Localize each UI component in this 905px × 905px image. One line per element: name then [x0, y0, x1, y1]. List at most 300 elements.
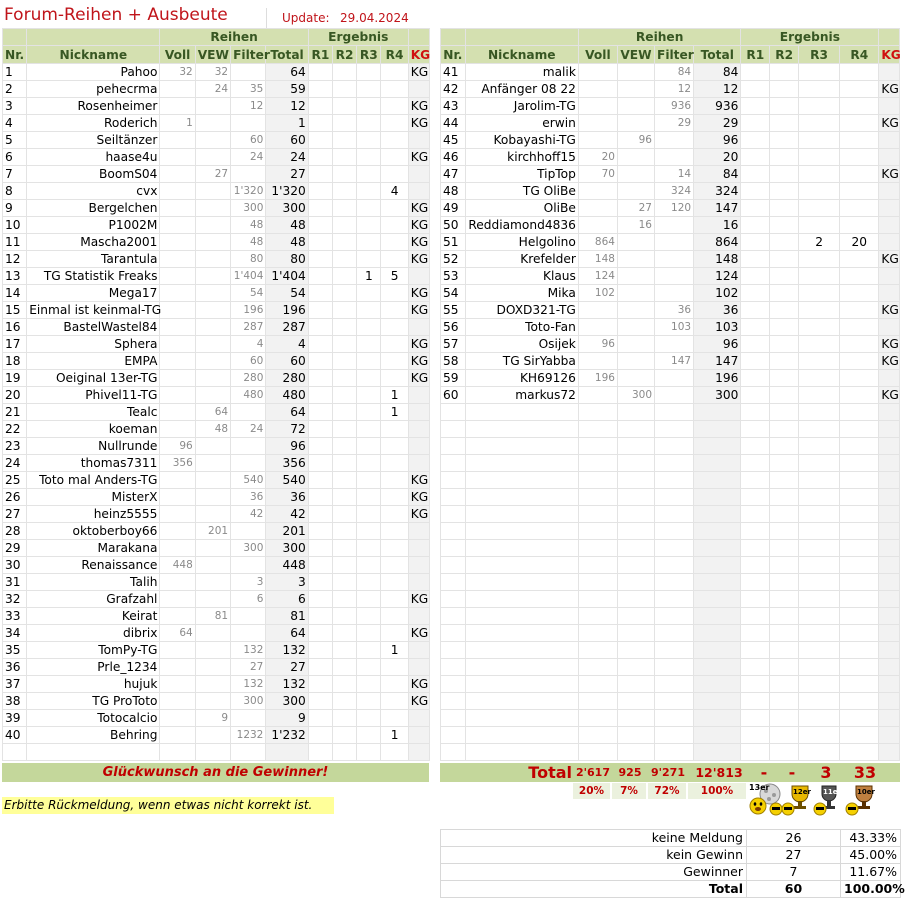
cell-r3	[357, 455, 381, 472]
table-row	[441, 115, 900, 132]
cell-voll: 102	[578, 285, 617, 302]
cell-r4	[381, 608, 408, 625]
empty-cell	[799, 557, 840, 574]
cell-r1	[308, 319, 332, 336]
header-r4: R4	[381, 46, 408, 64]
cell-kg: KG	[408, 506, 429, 523]
empty-cell	[770, 523, 799, 540]
table-row	[3, 404, 430, 421]
table-row	[3, 302, 430, 319]
table-row	[441, 353, 900, 370]
cell-total: 300	[694, 387, 741, 404]
empty-row	[441, 608, 900, 625]
cell-voll	[160, 523, 195, 540]
cell-total: 3	[266, 574, 308, 591]
cell-r3	[799, 183, 840, 200]
empty-cell	[741, 642, 770, 659]
empty-cell	[465, 489, 578, 506]
cell-nick: pehecrma	[27, 81, 160, 98]
cell-total: 540	[266, 472, 308, 489]
cell-nr: 48	[441, 183, 466, 200]
cell-kg	[408, 319, 429, 336]
cell-filter: 80	[231, 251, 266, 268]
cell-r2	[333, 642, 357, 659]
empty-cell	[770, 693, 799, 710]
cell-nr: 53	[441, 268, 466, 285]
cell-total: 147	[694, 353, 741, 370]
empty-cell	[617, 659, 654, 676]
cell-r2	[333, 370, 357, 387]
cell-vew: 48	[195, 421, 230, 438]
cell-r2	[770, 353, 799, 370]
winner-icons	[748, 782, 898, 816]
cell-voll	[160, 540, 195, 557]
cell-kg	[408, 608, 429, 625]
table-row	[3, 183, 430, 200]
summary-pct: 45.00%	[841, 847, 901, 864]
empty-cell	[799, 608, 840, 625]
summary-count: 26	[747, 830, 841, 847]
cell-vew	[195, 659, 230, 676]
cell-r2	[333, 676, 357, 693]
cell-total: 1'232	[266, 727, 308, 744]
cell-total: 864	[694, 234, 741, 251]
cell-filter: 24	[231, 421, 266, 438]
cell-vew	[617, 149, 654, 166]
cell-filter: 12	[655, 81, 694, 98]
cell-r2	[333, 472, 357, 489]
cell-r4	[381, 132, 408, 149]
cell-nr: 26	[3, 489, 27, 506]
cell-r3	[357, 115, 381, 132]
cell-nr: 55	[441, 302, 466, 319]
cell-voll	[578, 81, 617, 98]
cell-r1	[741, 234, 770, 251]
empty-cell	[655, 574, 694, 591]
cell-filter: 84	[655, 64, 694, 81]
cell-r4	[840, 336, 879, 353]
table-row	[441, 149, 900, 166]
empty-cell	[617, 591, 654, 608]
cell-nick: Prle_1234	[27, 659, 160, 676]
cell-vew	[617, 353, 654, 370]
empty-cell	[441, 710, 466, 727]
table-row	[441, 64, 900, 81]
table-row	[3, 285, 430, 302]
cell-r3	[799, 217, 840, 234]
cell-voll: 70	[578, 166, 617, 183]
cell-filter: 287	[231, 319, 266, 336]
cell-r4	[840, 319, 879, 336]
empty-cell	[741, 591, 770, 608]
empty-cell	[465, 591, 578, 608]
cell-filter	[655, 234, 694, 251]
cell-kg	[879, 217, 900, 234]
cell-nr: 40	[3, 727, 27, 744]
empty-cell	[799, 523, 840, 540]
cell-total: 1'404	[266, 268, 308, 285]
cell-kg	[879, 132, 900, 149]
empty-cell	[617, 574, 654, 591]
cell-nick: heinz5555	[27, 506, 160, 523]
cell-nick: TG OliBe	[465, 183, 578, 200]
cell-r3	[799, 115, 840, 132]
empty-cell	[578, 625, 617, 642]
cell-kg	[879, 98, 900, 115]
empty-cell	[441, 404, 466, 421]
cell-nick: Osijek	[465, 336, 578, 353]
cell-filter: 300	[231, 540, 266, 557]
cell-voll	[160, 268, 195, 285]
summary-row	[441, 881, 901, 898]
cell-total: 324	[694, 183, 741, 200]
cell-r4	[840, 149, 879, 166]
empty-cell	[741, 676, 770, 693]
cell-r2	[333, 166, 357, 183]
cell-r4	[381, 659, 408, 676]
cell-voll	[578, 319, 617, 336]
table-row	[3, 472, 430, 489]
cell-r1	[308, 557, 332, 574]
table-row	[3, 438, 430, 455]
cell-r1	[308, 115, 332, 132]
table-row	[441, 370, 900, 387]
cell-nr: 25	[3, 472, 27, 489]
cell-kg: KG	[879, 115, 900, 132]
cell-nick: OliBe	[465, 200, 578, 217]
cell-r4	[840, 183, 879, 200]
empty-cell	[694, 642, 741, 659]
cell-voll	[160, 608, 195, 625]
cell-r3	[357, 523, 381, 540]
empty-cell	[617, 625, 654, 642]
cell-r2	[770, 166, 799, 183]
empty-cell	[799, 659, 840, 676]
percent-filter: 72%	[648, 783, 686, 799]
cell-total: 287	[266, 319, 308, 336]
cell-r1	[741, 183, 770, 200]
empty-cell	[741, 438, 770, 455]
cell-total: 480	[266, 387, 308, 404]
cell-voll: 196	[578, 370, 617, 387]
table-row	[3, 727, 430, 744]
cell-vew	[195, 574, 230, 591]
cell-r3	[799, 81, 840, 98]
cell-kg: KG	[879, 251, 900, 268]
table-row	[441, 132, 900, 149]
cell-kg	[408, 132, 429, 149]
cell-r1	[308, 370, 332, 387]
cell-kg: KG	[879, 81, 900, 98]
empty-cell	[441, 540, 466, 557]
cell-nick: KH69126	[465, 370, 578, 387]
cell-r4	[840, 353, 879, 370]
empty-cell	[655, 404, 694, 421]
empty-cell	[694, 506, 741, 523]
cell-filter: 936	[655, 98, 694, 115]
cell-filter: 120	[655, 200, 694, 217]
table-row	[3, 659, 430, 676]
empty-cell	[441, 693, 466, 710]
cell-voll	[578, 200, 617, 217]
cell-r2	[770, 251, 799, 268]
cell-nick: Einmal ist keinmal-TG	[27, 302, 160, 319]
cell-nick: Anfänger 08 22	[465, 81, 578, 98]
cell-nick: Renaissance	[27, 557, 160, 574]
cell-vew	[617, 183, 654, 200]
empty-cell	[617, 472, 654, 489]
cell-vew	[195, 557, 230, 574]
cell-voll	[160, 234, 195, 251]
cell-nick: thomas7311	[27, 455, 160, 472]
empty-row	[441, 744, 900, 761]
cell-r1	[741, 98, 770, 115]
cell-vew	[195, 115, 230, 132]
cell-r2	[770, 285, 799, 302]
cell-filter	[231, 625, 266, 642]
cell-filter: 3	[231, 574, 266, 591]
cell-total: 448	[266, 557, 308, 574]
empty-cell	[694, 489, 741, 506]
empty-cell	[465, 574, 578, 591]
table-row	[3, 98, 430, 115]
cell-r3	[357, 353, 381, 370]
empty-cell	[617, 438, 654, 455]
cell-r4	[381, 370, 408, 387]
cell-nick: Grafzahl	[27, 591, 160, 608]
cell-kg: KG	[408, 336, 429, 353]
cell-kg	[879, 64, 900, 81]
cell-nr: 22	[3, 421, 27, 438]
cell-nick: EMPA	[27, 353, 160, 370]
cell-voll: 148	[578, 251, 617, 268]
empty-cell	[578, 676, 617, 693]
cell-filter	[231, 710, 266, 727]
empty-cell	[879, 506, 900, 523]
table-row	[3, 64, 430, 81]
icon-label-12: 12er	[793, 788, 811, 796]
empty-cell	[617, 489, 654, 506]
empty-cell	[441, 659, 466, 676]
empty-row	[441, 591, 900, 608]
cell-filter: 103	[655, 319, 694, 336]
empty-cell	[465, 506, 578, 523]
empty-cell	[578, 506, 617, 523]
cell-r4	[381, 353, 408, 370]
summary-count: 60	[747, 881, 841, 898]
cell-r2	[333, 149, 357, 166]
empty-cell	[441, 455, 466, 472]
cell-kg: KG	[408, 234, 429, 251]
cell-r3	[357, 659, 381, 676]
empty-cell	[694, 438, 741, 455]
cell-r1	[741, 285, 770, 302]
cell-r3	[357, 506, 381, 523]
empty-cell	[770, 659, 799, 676]
left-results-table	[2, 28, 430, 761]
empty-cell	[840, 489, 879, 506]
cell-r2	[770, 302, 799, 319]
cell-r2	[333, 693, 357, 710]
cell-total: 48	[266, 217, 308, 234]
empty-cell	[617, 693, 654, 710]
empty-cell	[840, 506, 879, 523]
cell-r2	[770, 268, 799, 285]
table-row	[3, 268, 430, 285]
table-row	[3, 523, 430, 540]
cell-voll	[160, 336, 195, 353]
empty-row	[441, 421, 900, 438]
cell-voll	[578, 217, 617, 234]
empty-cell	[465, 710, 578, 727]
cell-filter: 480	[231, 387, 266, 404]
empty-cell	[441, 557, 466, 574]
cell-nick: BastelWastel84	[27, 319, 160, 336]
empty-cell	[441, 608, 466, 625]
totals-total: 12'813	[695, 765, 743, 780]
cell-total: 12	[266, 98, 308, 115]
header-nr: Nr.	[3, 46, 27, 64]
cell-kg	[879, 268, 900, 285]
empty-cell	[741, 744, 770, 761]
cell-nr: 46	[441, 149, 466, 166]
empty-cell	[655, 676, 694, 693]
cell-vew	[195, 336, 230, 353]
cell-filter: 48	[231, 234, 266, 251]
header-reihen: Reihen	[160, 29, 308, 46]
cell-vew: 64	[195, 404, 230, 421]
cell-kg	[879, 234, 900, 251]
cell-vew	[195, 217, 230, 234]
cell-vew	[195, 489, 230, 506]
cell-filter: 132	[231, 642, 266, 659]
icon-label-11: 11er	[823, 788, 841, 796]
cell-total: 196	[694, 370, 741, 387]
cell-total: 936	[694, 98, 741, 115]
cell-kg: KG	[408, 251, 429, 268]
empty-cell	[799, 744, 840, 761]
cell-filter	[231, 166, 266, 183]
cell-r3	[799, 166, 840, 183]
cell-nr: 52	[441, 251, 466, 268]
cell-voll	[160, 421, 195, 438]
cell-total: 196	[266, 302, 308, 319]
cell-total: 36	[266, 489, 308, 506]
cell-r4	[840, 217, 879, 234]
cell-filter	[655, 251, 694, 268]
empty-cell	[655, 625, 694, 642]
cell-nr: 17	[3, 336, 27, 353]
cell-nr: 45	[441, 132, 466, 149]
cell-nick: Toto mal Anders-TG	[27, 472, 160, 489]
cell-kg: KG	[408, 693, 429, 710]
cell-r4	[381, 693, 408, 710]
cell-r2	[770, 319, 799, 336]
cell-nr: 7	[3, 166, 27, 183]
cell-r1	[308, 574, 332, 591]
cell-kg	[408, 523, 429, 540]
header-nr: Nr.	[441, 46, 466, 64]
cell-voll	[578, 98, 617, 115]
cell-r1	[308, 302, 332, 319]
empty-cell	[655, 557, 694, 574]
cell-r3	[357, 625, 381, 642]
summary-row	[441, 830, 901, 847]
empty-cell	[465, 676, 578, 693]
cell-filter	[655, 387, 694, 404]
table-row	[441, 81, 900, 98]
empty-cell	[840, 455, 879, 472]
empty-row	[441, 642, 900, 659]
table-row	[441, 200, 900, 217]
table-row	[3, 387, 430, 404]
header-r3: R3	[357, 46, 381, 64]
cell-r4	[381, 302, 408, 319]
cell-r3	[357, 183, 381, 200]
cell-kg: KG	[879, 353, 900, 370]
cell-nick: kirchhoff15	[465, 149, 578, 166]
empty-cell	[655, 523, 694, 540]
cell-vew: 201	[195, 523, 230, 540]
cell-total: 132	[266, 676, 308, 693]
cell-vew: 27	[617, 200, 654, 217]
empty-cell	[799, 506, 840, 523]
header-kg: KG	[879, 46, 900, 64]
cell-r3	[357, 642, 381, 659]
empty-row	[441, 659, 900, 676]
cell-filter: 6	[231, 591, 266, 608]
cell-vew: 16	[617, 217, 654, 234]
cell-nr: 15	[3, 302, 27, 319]
empty-cell	[578, 693, 617, 710]
cell-kg: KG	[879, 336, 900, 353]
cell-kg: KG	[408, 115, 429, 132]
empty-cell	[617, 608, 654, 625]
cell-total: 4	[266, 336, 308, 353]
totals-vew: 925	[618, 766, 642, 779]
cell-filter: 1'404	[231, 268, 266, 285]
feedback-note: Erbitte Rückmeldung, wenn etwas nicht korrekt ist.	[2, 797, 334, 814]
cell-total: 1'320	[266, 183, 308, 200]
cell-r4: 5	[381, 268, 408, 285]
cell-vew	[195, 200, 230, 217]
cell-r3	[357, 132, 381, 149]
cell-nr: 11	[3, 234, 27, 251]
cell-voll	[160, 506, 195, 523]
cell-vew	[617, 81, 654, 98]
empty-cell	[799, 693, 840, 710]
cell-kg: KG	[408, 353, 429, 370]
cell-kg: KG	[408, 98, 429, 115]
cell-nick: Totocalcio	[27, 710, 160, 727]
summary-row	[441, 847, 901, 864]
header-kg-spacer	[408, 29, 429, 46]
cell-nick: oktoberboy66	[27, 523, 160, 540]
cell-nr: 49	[441, 200, 466, 217]
cell-r1	[308, 132, 332, 149]
cell-total: 81	[266, 608, 308, 625]
empty-row	[441, 438, 900, 455]
cell-vew	[195, 540, 230, 557]
cell-voll: 96	[578, 336, 617, 353]
table-row	[441, 234, 900, 251]
table-row	[3, 115, 430, 132]
cell-r2	[333, 625, 357, 642]
empty-cell	[694, 676, 741, 693]
cell-r3	[357, 710, 381, 727]
cell-nick: MisterX	[27, 489, 160, 506]
cell-kg	[408, 183, 429, 200]
